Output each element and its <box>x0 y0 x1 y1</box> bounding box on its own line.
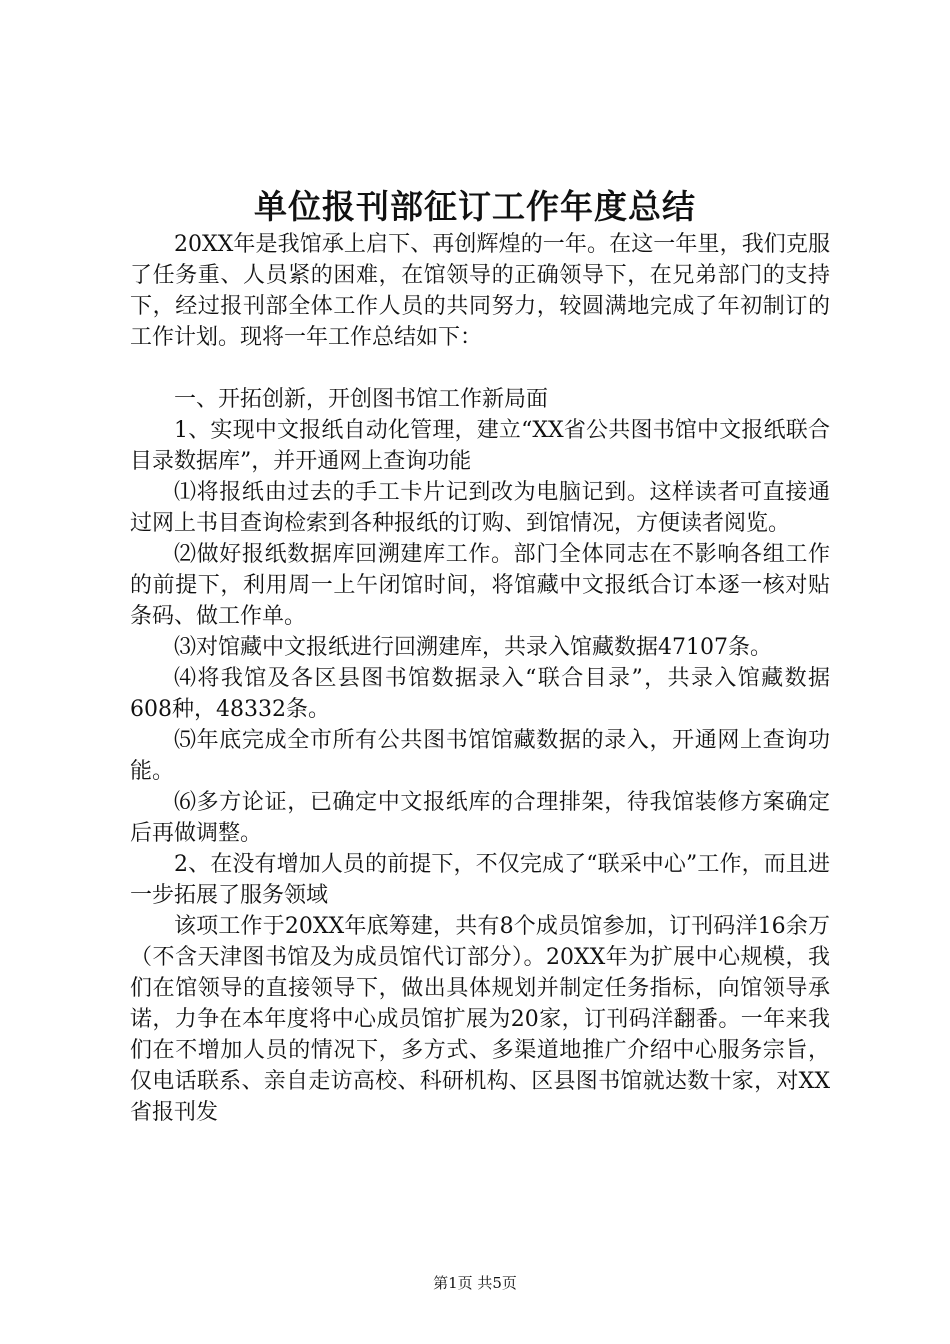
document-body <box>130 229 830 1128</box>
list-item: ⑴将报纸由过去的手工卡片记到改为电脑记到。这样读者可直接通过网上书目查询检索到各种报纸的订购、到馆情况，方便读者阅览。 <box>130 480 830 536</box>
paragraph-intro: 20XX年是我馆承上启下、再创辉煌的一年。在这一年里，我们克服了任务重、人员紧的困难，在馆领导的正确领导下，在兄弟部门的支持下，经过报刊部全体工作人员的共同努力，较圆满地完成了年初制订的工作计划。现将一年工作总结如下： <box>130 232 830 350</box>
subsection-heading-2: 2、在没有增加人员的前提下，不仅完成了“联采中心”工作，而且进一步拓展了服务领域 <box>130 852 830 908</box>
document-title: 单位报刊部征订工作年度总结 <box>254 187 696 226</box>
subsection-heading-1: 1、实现中文报纸自动化管理，建立“XX省公共图书馆中文报纸联合目录数据库”，并开通网上查询功能 <box>130 418 830 474</box>
list-item: ⑶对馆藏中文报纸进行回溯建库，共录入馆藏数据47107条。 <box>174 635 772 660</box>
list-item: ⑵做好报纸数据库回溯建库工作。部门全体同志在不影响各组工作的前提下，利用周一上午闭馆时间，将馆藏中文报纸合订本逐一核对贴条码、做工作单。 <box>130 542 830 629</box>
paragraph-body: 该项工作于20XX年底筹建，共有8个成员馆参加，订刊码洋16余万（不含天津图书馆及为成员馆代订部分）。20XX年为扩展中心规模，我们在馆领导的直接领导下，做出具体规划并制定任务指标，向馆领导承诺，力争在本年度将中心成员馆扩展为20家，订刊码洋翻番。一年来我们在不增加人员的情况下，多方式、多渠道地推广介绍中心服务宗旨，仅电话联系、亲自走访高校、科研机构、区县图书馆就达数十家，对XX省报刊发 <box>130 914 830 1125</box>
list-item: ⑸年底完成全市所有公共图书馆馆藏数据的录入，开通网上查询功能。 <box>130 728 830 784</box>
list-item: ⑹多方论证，已确定中文报纸库的合理排架，待我馆装修方案确定后再做调整。 <box>130 790 830 846</box>
page-footer: 第1页 共5页 <box>433 1274 517 1292</box>
section-heading-1: 一、开拓创新，开创图书馆工作新局面 <box>174 387 549 412</box>
list-item: ⑷将我馆及各区县图书馆数据录入“联合目录”，共录入馆藏数据608种，48332条。 <box>130 666 830 722</box>
